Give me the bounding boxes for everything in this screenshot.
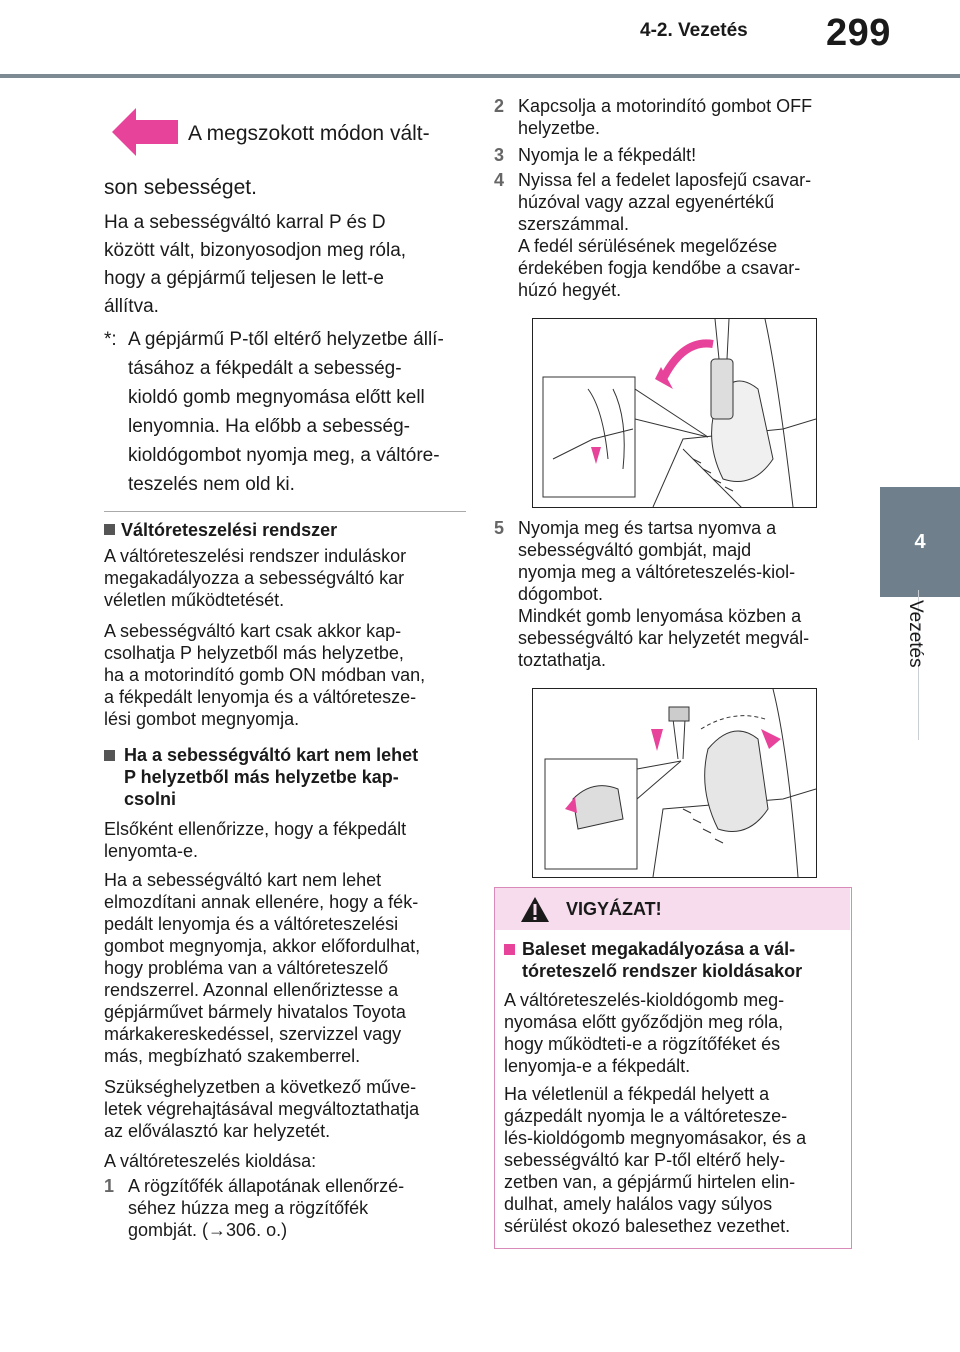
section-divider [104, 511, 466, 512]
warning-paragraph: A váltóreteszelés-kioldógomb meg- nyomása előtt győződjön meg róla, hogy működteti-e a rögzítőféket és lenyomja-e a fékpedált. [504, 990, 785, 1076]
heading-cannot-shift: Ha a sebességváltó kart nem lehet P helyzetből más helyzetbe kap- csolni [104, 744, 466, 810]
paragraph: A váltóreteszelési rendszer induláskor megakadályozza a sebességváltó kar véletlen működtetését. [104, 546, 407, 610]
lead-text: A megszokott módon vált- [188, 122, 430, 145]
intro-paragraph: Ha a sebességváltó karral P és D között vált, bizonyosodjon meg róla, hogy a gépjármű teljesen le lett-e állítva. [104, 212, 407, 317]
paragraph: A váltóreteszelés kioldása: [104, 1151, 317, 1171]
warning-triangle-icon [520, 896, 550, 928]
heading-shift-lock: Váltóreteszelési rendszer [104, 519, 466, 541]
paragraph: A sebességváltó kart csak akkor kap- csolhatja P helyzetből más helyzetbe, ha a motorindító gomb ON módban van, a fékpedált lenyomja és a váltóretesze- lési gombot megnyomja. [104, 621, 426, 729]
footnote: *: A gépjármű P-től eltérő helyzetbe állí- tásához a fékpedált a sebesség- kioldó gomb megnyomása előtt kell lenyomnia. Ha előbb a sebesség- kioldógombot nyomja meg, a váltóre- teszelés nem old ki. [104, 325, 466, 499]
paragraph: Elsőként ellenőrizze, hogy a fékpedált lenyomta-e. [104, 819, 407, 861]
page-number: 299 [826, 12, 891, 54]
lead-text-cont: son sebességet. [104, 176, 257, 199]
warning-heading: Baleset megakadályozása a vál- tóreteszelő rendszer kioldásakor [504, 938, 844, 982]
warning-title: VIGYÁZAT! [566, 899, 662, 919]
section-title: 4-2. Vezetés [640, 20, 748, 41]
paragraph: Szükséghelyzetben a következő műve- letek végrehajtásával megváltoztathatja az előválasztó kar helyzetét. [104, 1077, 420, 1141]
chapter-tab[interactable]: 4 [880, 487, 960, 597]
step-1: 1 A rögzítőfék állapotának ellenőrzé- séhez húzza meg a rögzítőfék gombját. (→306. o.) [104, 1176, 405, 1240]
heading-square-icon [104, 750, 115, 761]
step-5: 5 Nyomja meg és tartsa nyomva a sebességváltó gombját, majd nyomja meg a váltóreteszelés-kiol- dógombot. Mindkét gomb lenyomása közben a sebességváltó kar helyzetét megvál- toztathatja. [494, 518, 810, 670]
footnote-marker: *: [104, 329, 117, 350]
figure-shift-lock-release [532, 688, 817, 878]
warning-paragraph: Ha véletlenül a fékpedál helyett a gázpedált nyomja le a váltóretesze- lés-kioldógomb megnyomásakor, és a sebességváltó kar P-től eltérő hely- zetben van, a gépjármű hirtelen elin- dulhat, amely halálos vagy súlyos sérülést okozó balesethez vezethet. [504, 1084, 807, 1236]
header-rule [0, 74, 960, 78]
figure-cover-removal [532, 318, 817, 508]
heading-square-icon [104, 524, 115, 535]
step-2: 2 Kapcsolja a motorindító gombot OFF helyzetbe. [494, 96, 813, 138]
continued-arrow-icon [112, 106, 182, 158]
step-3: 3 Nyomja le a fékpedált! [494, 145, 697, 165]
step-4: 4 Nyissa fel a fedelet laposfejű csavar- húzóval vagy azzal egyenértékű szerszámmal. A fedél sérülésének megelőzése érdekében fogja kendőbe a csavar- húzó hegyét. [494, 170, 812, 300]
heading-square-icon [504, 944, 515, 955]
paragraph: Ha a sebességváltó kart nem lehet elmozdítani annak ellenére, hogy a fék- pedált lenyomja és a váltóreteszelési gombot megnyomja, akkor előfordulhat, hogy probléma van a váltóreteszelő rendszerrel. Azonnal ellenőriztesse a gépjárművet bármely hivatalos Toyota márkakereskedéssel, szervizzel vagy más, megbízható szakemberrel. [104, 870, 421, 1066]
chapter-label: Vezetés [905, 600, 926, 668]
